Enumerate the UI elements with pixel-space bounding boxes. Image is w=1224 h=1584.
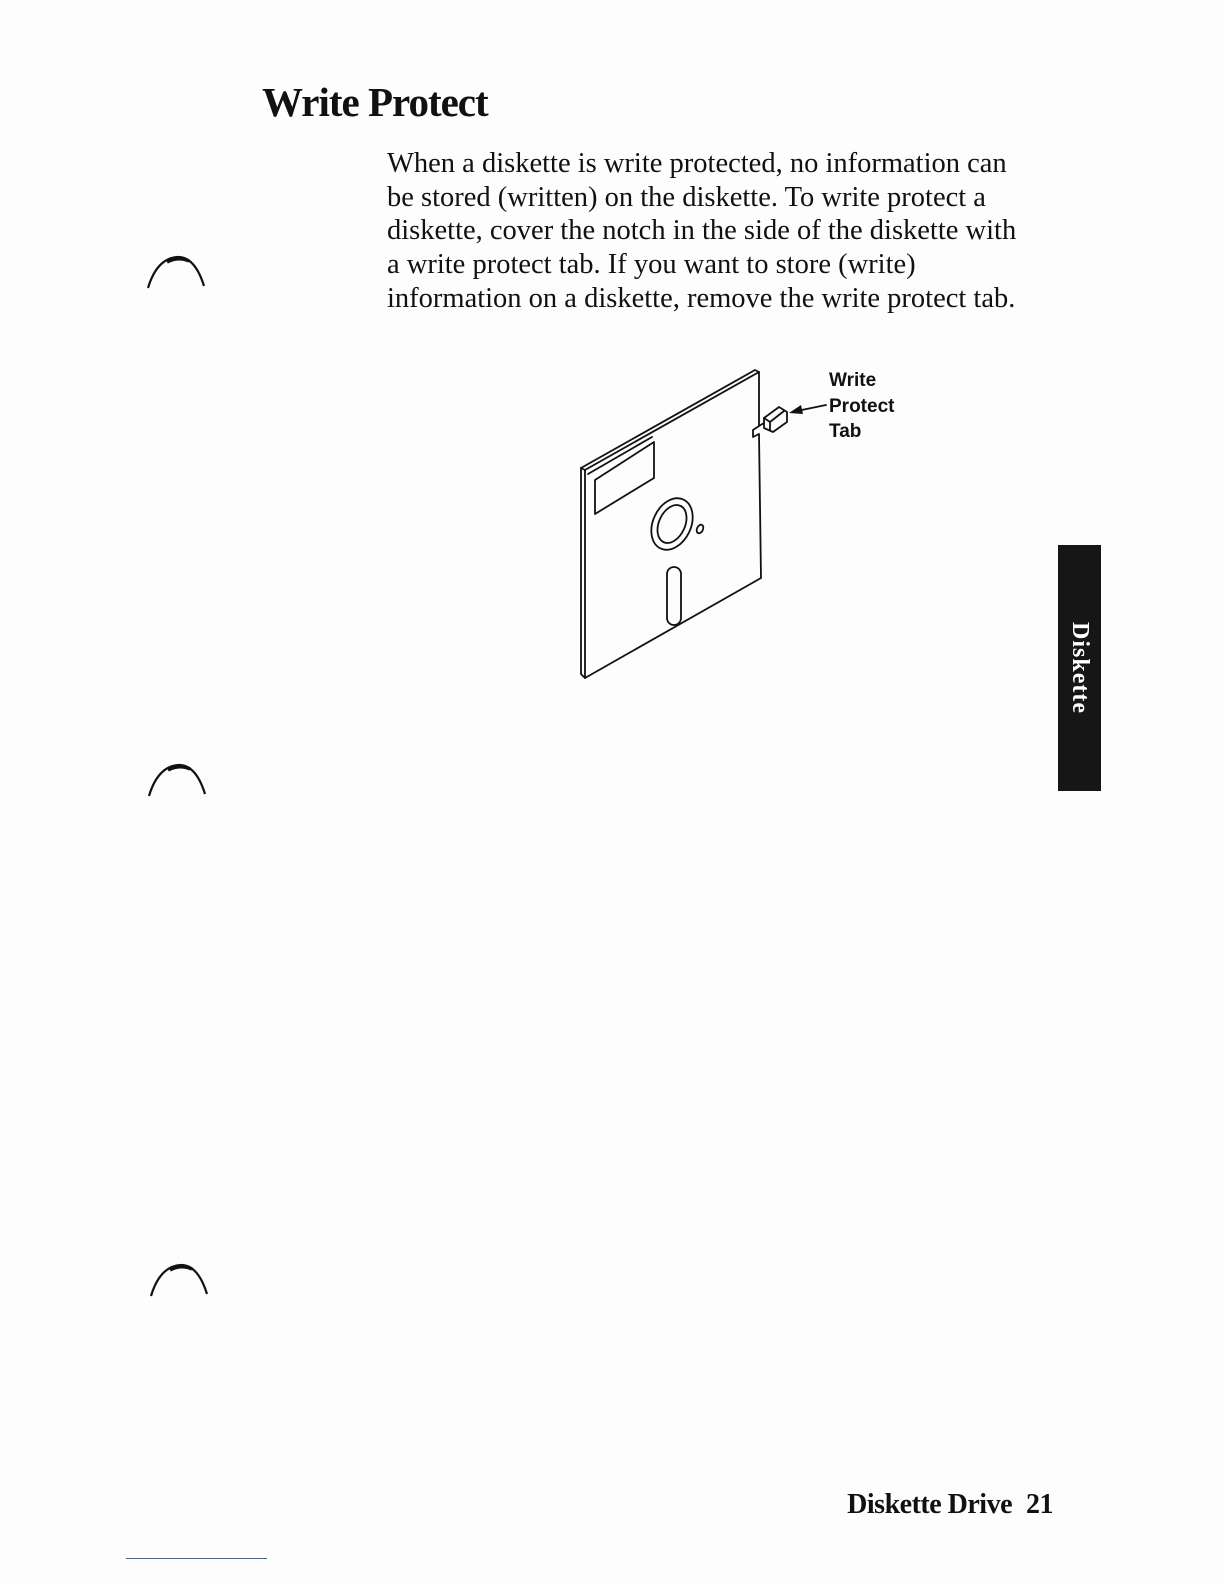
body-line: a write protect tab. If you want to store (write) [387, 249, 916, 281]
callout-line: Protect [829, 395, 895, 417]
section-thumb-tab-label: Diskette [1067, 622, 1093, 714]
footer-rule [126, 1558, 267, 1559]
callout-arrowhead [789, 405, 803, 414]
body-line: information on a diskette, remove the write protect tab. [387, 282, 1016, 314]
page-number: 21 [1026, 1489, 1053, 1520]
page-title: Write Protect [262, 79, 488, 125]
binder-hole-icon [145, 252, 207, 292]
body-line: diskette, cover the notch in the side of the diskette with [387, 215, 1017, 247]
binder-hole-icon [146, 760, 208, 800]
callout-line: Tab [829, 421, 862, 442]
body-line: When a diskette is write protected, no information can [387, 148, 1007, 179]
diskette-body [585, 372, 761, 678]
binder-hole-icon [148, 1260, 210, 1300]
write-protect-tab-callout [829, 368, 894, 445]
body-paragraph [387, 147, 1087, 316]
diskette-hub [643, 491, 700, 556]
diskette-head-slot [667, 567, 681, 625]
page-footer [847, 1489, 1053, 1521]
footer-section-title: Diskette Drive [847, 1489, 1012, 1520]
callout-line: Write [829, 370, 877, 391]
body-line: be stored (written) on the diskette. To write protect a [387, 181, 986, 213]
diskette-index-hole [695, 524, 704, 535]
section-thumb-tab [1058, 545, 1101, 791]
